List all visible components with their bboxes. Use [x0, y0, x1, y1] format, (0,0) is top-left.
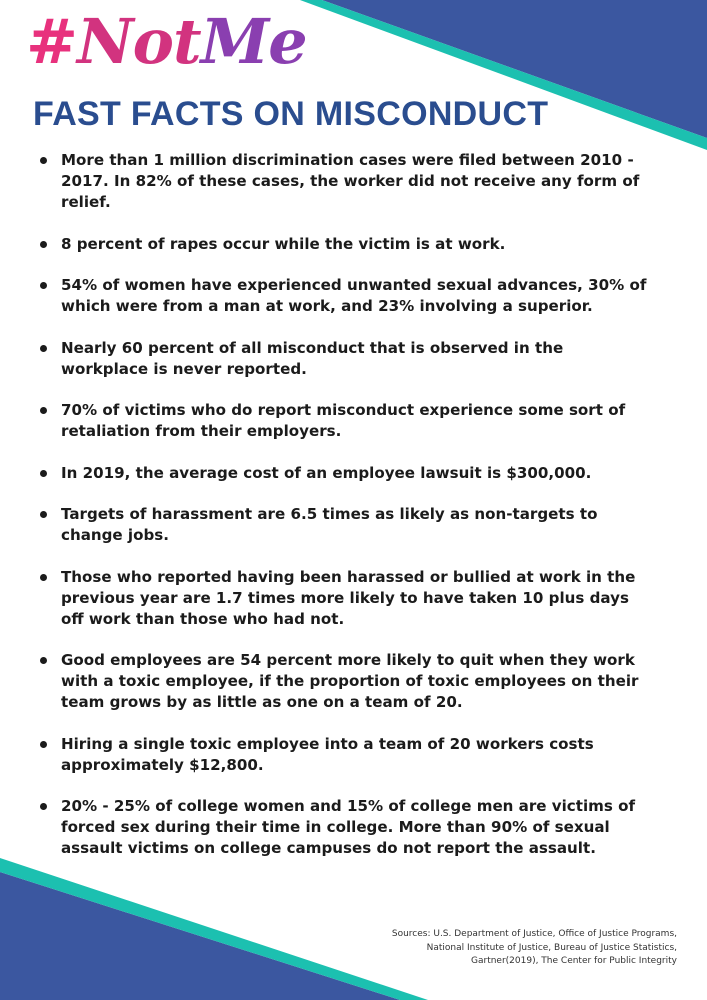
notme-logo: [26, 2, 307, 82]
fact-text: Those who reported having been harassed or bullied at work in the previous year are 1.7 times more likely to have taken 10 plus days off work than those who had not.: [61, 567, 636, 628]
fact-item: [38, 463, 648, 484]
bullet-dot: [40, 470, 47, 477]
sources-note: [347, 928, 677, 969]
fact-text: More than 1 million discrimination cases were filed between 2010 - 2017. In 82% of these cases, the worker did not receive any form of relief.: [61, 151, 640, 211]
bullet-dot: [40, 803, 47, 810]
fact-item: [38, 504, 648, 546]
bullet-dot: [40, 657, 47, 664]
fact-item: [38, 400, 648, 442]
fact-item: [38, 734, 648, 776]
fact-item: [38, 796, 648, 859]
logo-hash: #: [26, 5, 77, 78]
fact-text: 8 percent of rapes occur while the victim is at work.: [61, 234, 506, 253]
bullet-dot: [40, 407, 47, 414]
fact-text: 20% - 25% of college women and 15% of college men are victims of forced sex during their time in college. More than 90% of sexual assault victims on college campuses do not report the assault.: [61, 797, 636, 857]
bullet-dot: [40, 241, 47, 248]
sources-line: Gartner(2019), The Center for Public Integrity: [471, 956, 677, 966]
fact-text: Targets of harassment are 6.5 times as likely as non-targets to change jobs.: [61, 505, 598, 544]
sources-line: National Institute of Justice, Bureau of Justice Statistics,: [426, 942, 677, 953]
facts-list: [38, 150, 648, 880]
fact-text: Nearly 60 percent of all misconduct that is observed in the workplace is never reported.: [61, 338, 564, 378]
fact-text: Hiring a single toxic employee into a team of 20 workers costs approximately $12,800.: [61, 734, 594, 774]
fact-item: [38, 150, 648, 213]
sources-line: Sources: U.S. Department of Justice, Office of Justice Programs,: [391, 929, 677, 939]
logo-not: Not: [76, 5, 201, 78]
bullet-dot: [40, 157, 47, 164]
bullet-dot: [40, 345, 47, 352]
logo-me: Me: [200, 5, 307, 78]
fact-text: In 2019, the average cost of an employee lawsuit is $300,000.: [61, 463, 592, 482]
fact-text: 70% of victims who do report misconduct experience some sort of retaliation from their employers.: [61, 401, 626, 440]
page-title: FAST FACTS ON MISCONDUCT: [33, 95, 549, 133]
fact-item: [38, 650, 648, 713]
bullet-dot: [40, 511, 47, 518]
fact-item: [38, 338, 648, 380]
fact-item: [38, 567, 648, 630]
fact-text: Good employees are 54 percent more likely to quit when they work with a toxic employee, if the proportion of toxic employees on their team grows by as little as one on a team of 20.: [61, 651, 639, 711]
fact-item: [38, 234, 648, 255]
bullet-dot: [40, 741, 47, 748]
fact-text: 54% of women have experienced unwanted sexual advances, 30% of which were from a man at work, and 23% involving a superior.: [61, 276, 647, 315]
bullet-dot: [40, 282, 47, 289]
bullet-dot: [40, 574, 47, 581]
fact-item: [38, 275, 648, 317]
